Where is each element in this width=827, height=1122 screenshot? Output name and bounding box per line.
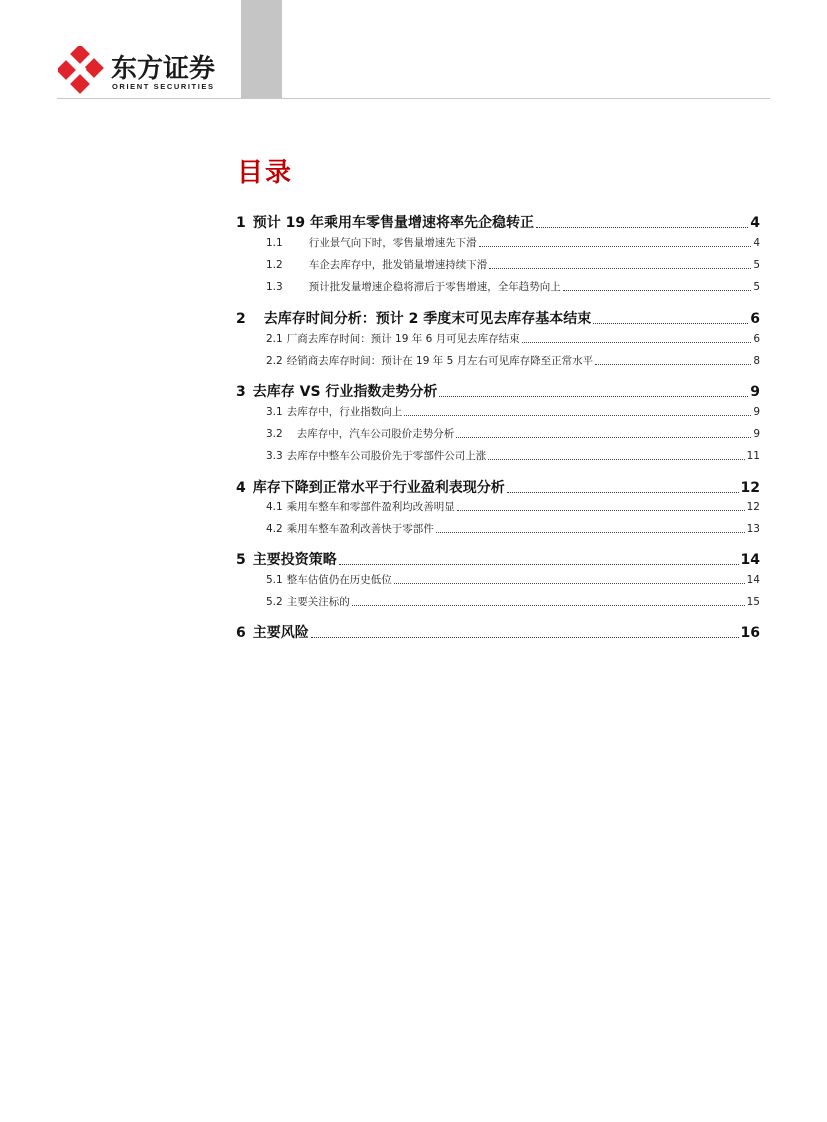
toc-entry-number: 3 [236, 384, 246, 400]
toc-leader-dots [439, 396, 748, 397]
toc-leader-dots [457, 510, 745, 511]
toc-entry-title: 厂商去库存时间：预计 19 年 6 月可见去库存结束 [286, 333, 520, 345]
toc-leader-dots [436, 532, 745, 533]
toc-page-number: 6 [753, 333, 760, 345]
toc-entry-title: 库存下降到正常水平于行业盈利表现分析 [252, 480, 505, 496]
toc-entry-title: 去库存 VS 行业指数走势分析 [252, 384, 438, 400]
toc-entry-title: 行业景气向下时，零售量增速先下滑 [308, 237, 477, 249]
toc-entry-number: 5 [236, 552, 246, 568]
toc-section-entry[interactable] [236, 477, 760, 497]
toc-leader-dots [394, 583, 745, 584]
toc-page-number: 5 [753, 259, 760, 271]
toc-page-number: 14 [740, 552, 760, 568]
toc-entry-title: 预计批发量增速企稳将滞后于零售增速，全年趋势向上 [308, 281, 561, 293]
toc-entry-number: 1.2 [266, 259, 283, 271]
toc-entry-number: 3.1 [266, 406, 283, 418]
toc-entry-number: 3.2 [266, 428, 283, 440]
toc-entry-title: 去库存时间分析：预计 2 季度末可见去库存基本结束 [263, 311, 592, 327]
toc-entry-title: 主要风险 [252, 625, 309, 641]
header-gray-bar [241, 0, 282, 98]
toc-subsection-entry[interactable] [236, 331, 760, 346]
brand-name-cn: 东方证券 [111, 54, 216, 84]
toc-subsection-entry[interactable] [236, 235, 760, 250]
toc-leader-dots [404, 415, 751, 416]
toc-leader-dots [479, 246, 752, 247]
toc-page-number: 5 [753, 281, 760, 293]
toc-entry-number: 5.2 [266, 596, 283, 608]
toc-subsection-entry[interactable] [236, 594, 760, 609]
page-header [0, 0, 827, 100]
toc-leader-dots [311, 637, 739, 638]
toc-subsection-entry[interactable] [236, 521, 760, 536]
toc-entry-title: 主要关注标的 [286, 596, 350, 608]
toc-page-number: 11 [746, 450, 760, 462]
toc-leader-dots [522, 342, 752, 343]
toc-entry-title: 整车估值仍在历史低位 [286, 574, 392, 586]
toc-section-entry[interactable] [236, 212, 760, 232]
toc-page-number: 9 [753, 428, 760, 440]
toc-leader-dots [593, 323, 748, 324]
toc-page-number: 12 [740, 480, 760, 496]
toc-entry-number: 4 [236, 480, 246, 496]
toc-entry-number: 2.1 [266, 333, 283, 345]
toc-entry-number: 4.1 [266, 501, 283, 513]
toc-entry-title: 去库存中整车公司股价先于零部件公司上涨 [286, 450, 487, 462]
toc-leader-dots [489, 268, 751, 269]
orient-logo-mark-icon [58, 46, 106, 94]
toc-leader-dots [456, 437, 751, 438]
toc-leader-dots [563, 290, 752, 291]
toc-section-entry[interactable] [236, 308, 760, 328]
brand-name-en: ORIENT SECURITIES [112, 82, 215, 91]
toc-leader-dots [339, 564, 739, 565]
toc-page-number: 6 [750, 311, 760, 327]
toc-page-number: 8 [753, 355, 760, 367]
toc-section-entry[interactable] [236, 622, 760, 642]
toc-entry-number: 1.3 [266, 281, 283, 293]
toc-subsection-entry[interactable] [236, 448, 760, 463]
toc-entry-title: 预计 19 年乘用车零售量增速将率先企稳转正 [252, 215, 534, 231]
toc-entry-title: 乘用车整车和零部件盈利均改善明显 [286, 501, 455, 513]
toc-subsection-entry[interactable] [236, 572, 760, 587]
toc-entry-number: 1 [236, 215, 246, 231]
toc-page-number: 16 [740, 625, 760, 641]
toc-subsection-entry[interactable] [236, 426, 760, 441]
toc-page-number: 13 [746, 523, 760, 535]
toc-leader-dots [507, 492, 739, 493]
toc-title: 目录 [237, 158, 294, 188]
toc-section-entry[interactable] [236, 381, 760, 401]
toc-page-number: 15 [746, 596, 760, 608]
toc-entry-title: 车企去库存中，批发销量增速持续下滑 [308, 259, 488, 271]
toc-section-entry[interactable] [236, 549, 760, 569]
toc-entry-title: 乘用车整车盈利改善快于零部件 [286, 523, 434, 535]
header-divider [57, 98, 770, 99]
toc-page-number: 4 [753, 237, 760, 249]
toc-entry-number: 3.3 [266, 450, 283, 462]
orient-securities-logo [58, 46, 223, 96]
toc-entry-number: 6 [236, 625, 246, 641]
toc-leader-dots [536, 227, 748, 228]
toc-leader-dots [352, 605, 745, 606]
toc-subsection-entry[interactable] [236, 499, 760, 514]
toc-page-number: 4 [750, 215, 760, 231]
toc-entry-title: 去库存中，行业指数向上 [286, 406, 403, 418]
toc-entry-number: 4.2 [266, 523, 283, 535]
toc-entry-number: 1.1 [266, 237, 283, 249]
toc-page-number: 12 [746, 501, 760, 513]
toc-leader-dots [488, 459, 744, 460]
toc-subsection-entry[interactable] [236, 257, 760, 272]
toc-entry-number: 2 [236, 311, 246, 327]
toc-entry-title: 经销商去库存时间：预计在 19 年 5 月左右可见库存降至正常水平 [286, 355, 594, 367]
toc-page-number: 14 [746, 574, 760, 586]
toc-entry-number: 5.1 [266, 574, 283, 586]
toc-page-number: 9 [753, 406, 760, 418]
toc-entry-number: 2.2 [266, 355, 283, 367]
toc-page-number: 9 [750, 384, 760, 400]
toc-entry-title: 主要投资策略 [252, 552, 337, 568]
toc-entry-title: 去库存中，汽车公司股价走势分析 [296, 428, 455, 440]
toc-subsection-entry[interactable] [236, 353, 760, 368]
toc-leader-dots [595, 364, 751, 365]
toc-subsection-entry[interactable] [236, 279, 760, 294]
toc-subsection-entry[interactable] [236, 404, 760, 419]
